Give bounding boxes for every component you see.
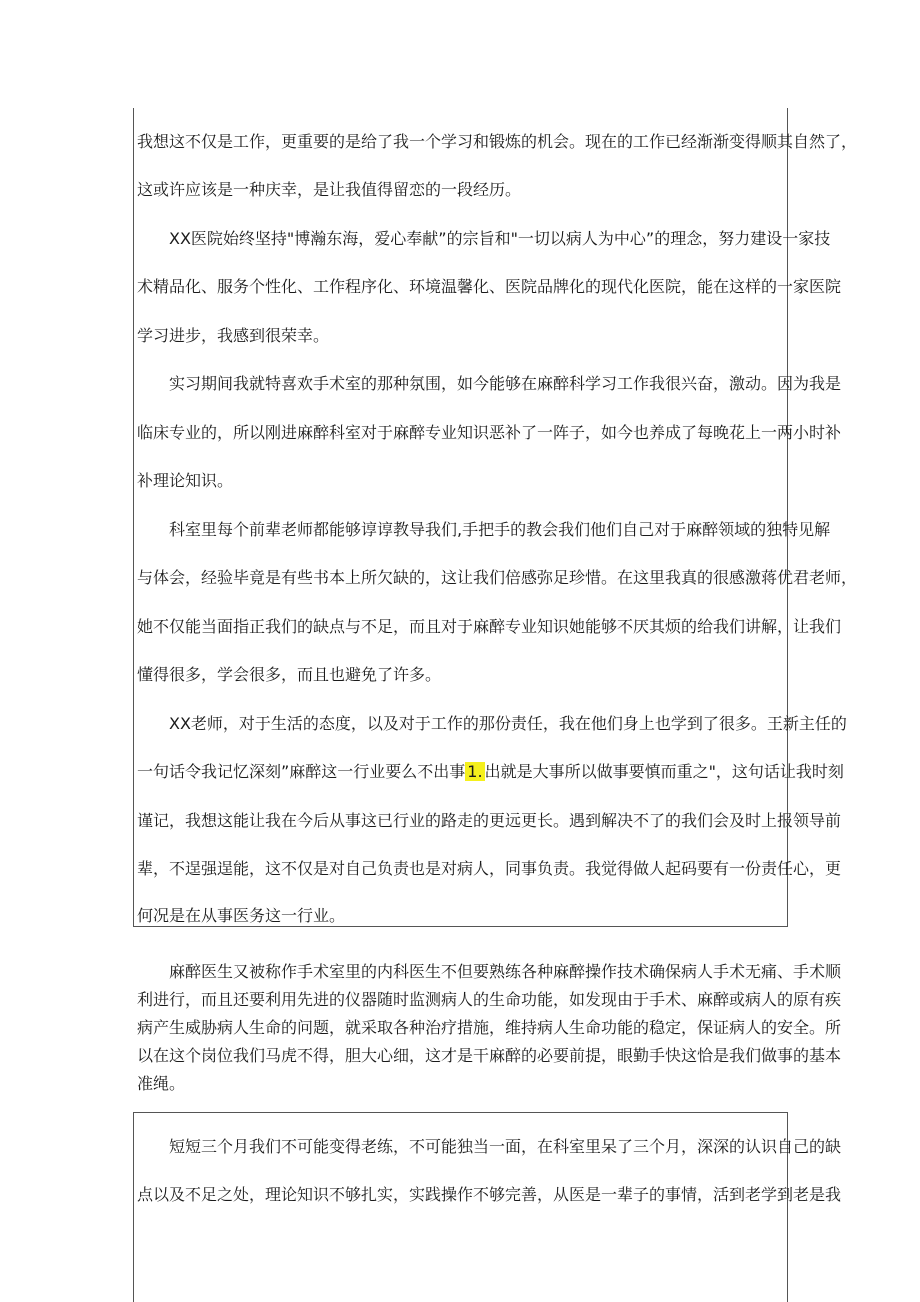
paragraph-line: 辈，不逞强逞能，这不仅是对自己负责也是对病人，同事负责。我觉得做人起码要有一份责任心，更: [137, 859, 842, 878]
paragraph-line: 以在这个岗位我们马虎不得，胆大心细，这才是干麻醉的必要前提，眼勤手快这恰是我们做事的基本: [137, 1046, 842, 1065]
paragraph-line: 何况是在从事医务这一行业。: [137, 906, 346, 925]
line-text-before: 一句话令我记忆深刻”麻醉这一行业要么不出事: [137, 762, 466, 781]
paragraph-line: 我想这不仅是工作，更重要的是给了我一个学习和锻炼的机会。现在的工作已经渐渐变得顺其自然了，: [137, 132, 858, 151]
paragraph-line: 补理论知识。: [137, 471, 234, 490]
highlighted-text: 1.: [467, 762, 483, 781]
paragraph-line: 懂得很多，学会很多，而且也避免了许多。: [137, 665, 442, 684]
paragraph-line: 利进行，而且还要利用先进的仪器随时监测病人的生命功能，如发现由于手术、麻醉或病人的原有疾: [137, 990, 842, 1009]
paragraph-line: 点以及不足之处，理论知识不够扎实，实践操作不够完善，从医是一辈子的事情，活到老学到老是我: [137, 1185, 842, 1204]
paragraph-line: 临床专业的，所以刚进麻醉科室对于麻醉专业知识恶补了一阵子，如今也养成了每晚花上一两小时补: [137, 423, 842, 442]
paragraph-line: 麻醉医生又被称作手术室里的内科医生不但要熟练各种麻醉操作技术确保病人手术无痛、手术顺: [137, 962, 842, 981]
paragraph-line: 短短三个月我们不可能变得老练，不可能独当一面，在科室里呆了三个月，深深的认识自己的缺: [137, 1137, 842, 1156]
paragraph-line: 术精品化、服务个性化、工作程序化、环境温馨化、医院品牌化的现代化医院，能在这样的一家医院: [137, 277, 842, 296]
paragraph-line: 谨记，我想这能让我在今后从事这已行业的路走的更远更长。遇到解决不了的我们会及时上报领导前: [137, 811, 842, 830]
paragraph-line: 她不仅能当面指正我们的缺点与不足，而且对于麻醉专业知识她能够不厌其烦的给我们讲解，让我们: [137, 617, 842, 636]
paragraph-line: XX医院始终坚持"博瀚东海，爱心奉献”的宗旨和"一切以病人为中心”的理念，努力建设一家技: [137, 229, 831, 248]
paragraph-line: 实习期间我就特喜欢手术室的那种氛围，如今能够在麻醉科学习工作我很兴奋，激动。因为我是: [137, 374, 842, 393]
paragraph-line: XX老师，对于生活的态度，以及对于工作的那份责任，我在他们身上也学到了很多。王新主任的: [137, 714, 847, 733]
paragraph-line: 学习进步，我感到很荣幸。: [137, 326, 330, 345]
paragraph-line: 这或许应该是一种庆幸，是让我值得留恋的一段经历。: [137, 180, 522, 199]
paragraph-line-highlighted: [137, 762, 844, 782]
paragraph-line: 与体会，经验毕竟是有些书本上所欠缺的，这让我们倍感弥足珍惜。在这里我真的很感激蒋优君老师，: [137, 568, 858, 587]
paragraph-line: 科室里每个前辈老师都能够谆谆教导我们,手把手的教会我们他们自己对于麻醉领域的独特见解: [137, 520, 831, 539]
line-text-after: 出就是大事所以做事要慎而重之"，这句话让我时刻: [484, 762, 844, 781]
paragraph-line: 病产生威胁病人生命的问题，就采取各种治疗措施，维持病人生命功能的稳定，保证病人的安全。所: [137, 1018, 842, 1037]
paragraph-line: 准绳。: [137, 1074, 186, 1093]
